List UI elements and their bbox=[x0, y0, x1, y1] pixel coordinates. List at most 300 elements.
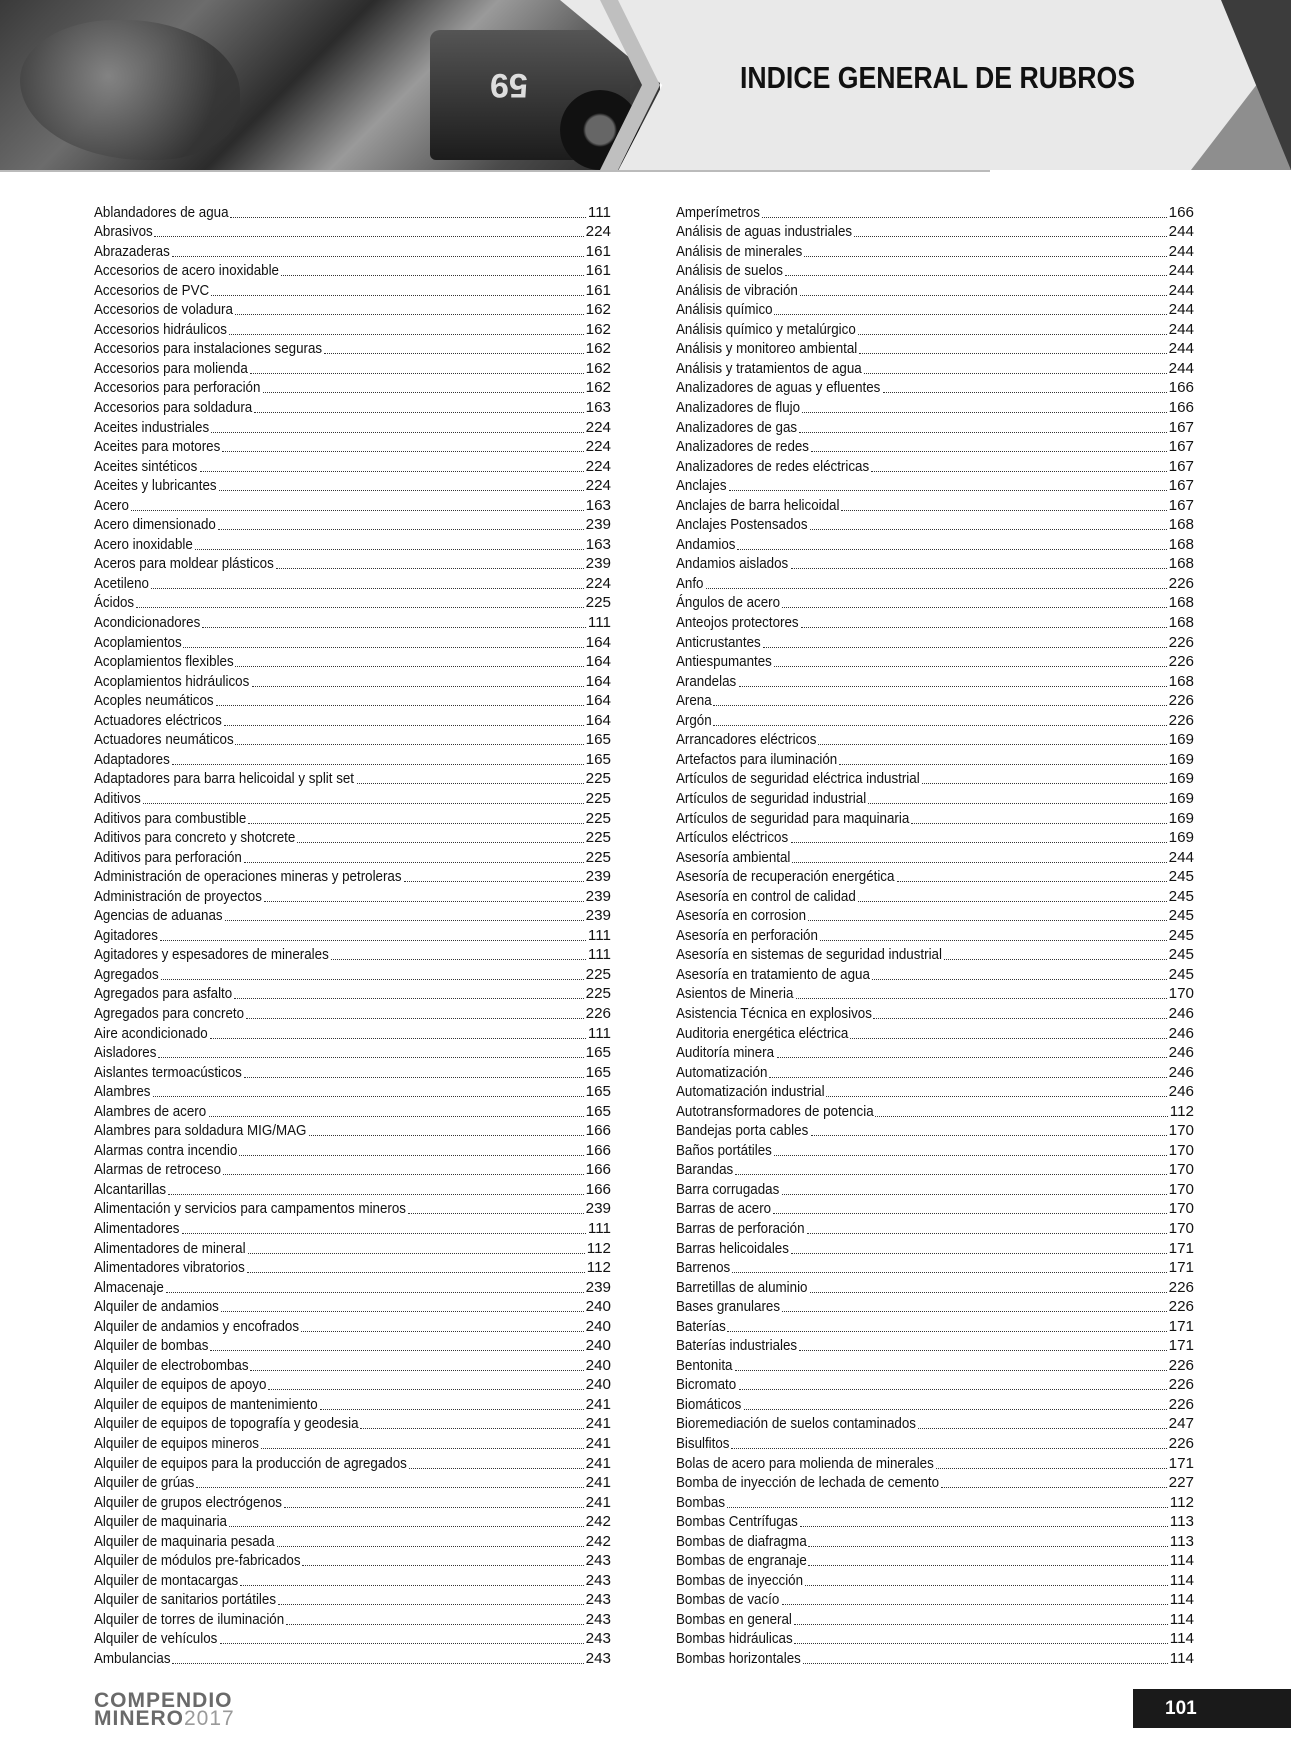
entry-page: 170 bbox=[1168, 1219, 1194, 1237]
entry-name: Análisis de minerales bbox=[676, 242, 803, 260]
index-entry bbox=[676, 886, 1194, 906]
entry-name: Asientos de Mineria bbox=[676, 985, 794, 1003]
entry-page: 163 bbox=[585, 399, 611, 417]
index-entry bbox=[676, 984, 1194, 1004]
entry-name: Almacenaje bbox=[94, 1278, 164, 1296]
index-entry bbox=[676, 906, 1194, 926]
index-entry bbox=[676, 1179, 1194, 1199]
dot-leader bbox=[729, 490, 1167, 491]
entry-name: Anclajes bbox=[676, 477, 727, 495]
entry-name: Alquiler de maquinaria pesada bbox=[94, 1532, 275, 1550]
dot-leader bbox=[210, 1350, 583, 1351]
entry-page: 226 bbox=[1168, 633, 1194, 651]
truck-number: 59 bbox=[490, 66, 528, 104]
entry-page: 164 bbox=[585, 692, 611, 710]
dot-leader bbox=[744, 1409, 1167, 1410]
dot-leader bbox=[250, 373, 584, 374]
entry-name: Artículos de seguridad para maquinaria bbox=[676, 809, 910, 827]
index-entry bbox=[676, 652, 1194, 672]
dot-leader bbox=[131, 510, 584, 511]
index-entry bbox=[94, 319, 611, 339]
index-entry bbox=[676, 1101, 1194, 1121]
index-entry bbox=[94, 1316, 611, 1336]
dot-leader bbox=[244, 1077, 584, 1078]
dot-leader bbox=[841, 510, 1166, 511]
entry-name: Agregados bbox=[94, 965, 159, 983]
entry-page: 224 bbox=[585, 418, 611, 436]
index-entry bbox=[94, 456, 611, 476]
index-entry bbox=[94, 554, 611, 574]
entry-page: 241 bbox=[585, 1454, 611, 1472]
dot-leader bbox=[404, 881, 584, 882]
entry-page: 243 bbox=[585, 1610, 611, 1628]
entry-page: 168 bbox=[1168, 594, 1194, 612]
entry-page: 240 bbox=[585, 1298, 611, 1316]
entry-name: Arena bbox=[676, 692, 712, 710]
entry-page: 244 bbox=[1168, 223, 1194, 241]
entry-name: Bombas de diafragma bbox=[676, 1532, 807, 1550]
entry-page: 226 bbox=[1168, 711, 1194, 729]
entry-page: 112 bbox=[1169, 1493, 1194, 1511]
index-entry bbox=[94, 358, 611, 378]
index-entry bbox=[676, 261, 1194, 281]
index-entry bbox=[676, 925, 1194, 945]
entry-name: Análisis y tratamientos de agua bbox=[676, 359, 862, 377]
index-entry bbox=[676, 1355, 1194, 1375]
dot-leader bbox=[782, 1604, 1168, 1605]
entry-name: Alquiler de maquinaria bbox=[94, 1513, 227, 1531]
index-entry bbox=[94, 1297, 611, 1317]
entry-name: Aceites sintéticos bbox=[94, 457, 198, 475]
dot-leader bbox=[803, 1663, 1168, 1664]
entry-page: 168 bbox=[1168, 555, 1194, 573]
entry-name: Alarmas contra incendio bbox=[94, 1141, 238, 1159]
dot-leader bbox=[811, 1135, 1167, 1136]
dot-leader bbox=[229, 1526, 584, 1527]
dot-leader bbox=[229, 334, 584, 335]
entry-page: 161 bbox=[585, 242, 611, 260]
entry-page: 164 bbox=[585, 711, 611, 729]
entry-page: 246 bbox=[1168, 1004, 1194, 1022]
dot-leader bbox=[324, 353, 583, 354]
entry-name: Adaptadores para barra helicoidal y split set bbox=[94, 770, 355, 788]
dot-leader bbox=[801, 627, 1167, 628]
entry-name: Barra corrugadas bbox=[676, 1180, 780, 1198]
index-entry bbox=[676, 1023, 1194, 1043]
entry-name: Alquiler de grúas bbox=[94, 1474, 195, 1492]
entry-name: Anclajes Postensados bbox=[676, 516, 808, 534]
entry-page: 171 bbox=[1168, 1337, 1194, 1355]
index-entry bbox=[676, 945, 1194, 965]
dot-leader bbox=[859, 353, 1166, 354]
dot-leader bbox=[737, 549, 1167, 550]
entry-name: Asesoría ambiental bbox=[676, 848, 791, 866]
entry-name: Bolas de acero para molienda de minerales bbox=[676, 1454, 934, 1472]
entry-name: Acoplamientos flexibles bbox=[94, 653, 234, 671]
entry-page: 165 bbox=[585, 1083, 611, 1101]
index-entry bbox=[676, 222, 1194, 242]
index-column-right bbox=[676, 202, 1194, 1668]
index-entry bbox=[94, 339, 611, 359]
index-entry bbox=[94, 828, 611, 848]
index-entry bbox=[676, 358, 1194, 378]
dot-leader bbox=[240, 1585, 584, 1586]
dot-leader bbox=[209, 1116, 584, 1117]
entry-name: Anfo bbox=[676, 574, 704, 592]
entry-name: Alambres para soldadura MIG/MAG bbox=[94, 1122, 307, 1140]
index-entry bbox=[676, 710, 1194, 730]
dot-leader bbox=[811, 451, 1167, 452]
dot-leader bbox=[883, 392, 1167, 393]
entry-page: 244 bbox=[1168, 281, 1194, 299]
entry-name: Barras de acero bbox=[676, 1200, 772, 1218]
entry-page: 227 bbox=[1168, 1474, 1194, 1492]
entry-page: 169 bbox=[1168, 750, 1194, 768]
index-entry bbox=[676, 1609, 1194, 1629]
entry-name: Accesorios de PVC bbox=[94, 281, 210, 299]
entry-page: 164 bbox=[585, 672, 611, 690]
logo-year: 2017 bbox=[184, 1707, 235, 1730]
index-entry bbox=[94, 847, 611, 867]
entry-name: Bombas de inyección bbox=[676, 1571, 804, 1589]
entry-page: 247 bbox=[1168, 1415, 1194, 1433]
entry-page: 224 bbox=[585, 457, 611, 475]
entry-page: 226 bbox=[1168, 1376, 1194, 1394]
index-entry bbox=[94, 964, 611, 984]
entry-page: 161 bbox=[585, 262, 611, 280]
dot-leader bbox=[805, 1585, 1167, 1586]
entry-name: Amperímetros bbox=[676, 203, 760, 221]
entry-name: Alquiler de bombas bbox=[94, 1337, 209, 1355]
entry-name: Artículos de seguridad industrial bbox=[676, 789, 867, 807]
entry-name: Arandelas bbox=[676, 672, 737, 690]
entry-page: 244 bbox=[1168, 320, 1194, 338]
index-entry bbox=[676, 1160, 1194, 1180]
entry-name: Accesorios hidráulicos bbox=[94, 320, 227, 338]
entry-page: 111 bbox=[587, 926, 611, 944]
entry-name: Asesoría en sistemas de seguridad industrial bbox=[676, 946, 942, 964]
index-entry bbox=[676, 241, 1194, 261]
entry-name: Alquiler de electrobombas bbox=[94, 1356, 249, 1374]
index-entry bbox=[94, 1336, 611, 1356]
entry-name: Alambres de acero bbox=[94, 1102, 207, 1120]
dot-leader bbox=[774, 314, 1166, 315]
dot-leader bbox=[799, 432, 1167, 433]
entry-page: 171 bbox=[1168, 1239, 1194, 1257]
dot-leader bbox=[276, 568, 584, 569]
entry-name: Agregados para asfalto bbox=[94, 985, 233, 1003]
entry-page: 111 bbox=[587, 203, 611, 221]
dot-leader bbox=[858, 901, 1167, 902]
entry-page: 166 bbox=[585, 1180, 611, 1198]
index-entry bbox=[94, 1218, 611, 1238]
index-entry bbox=[676, 1121, 1194, 1141]
index-entry bbox=[676, 1492, 1194, 1512]
entry-name: Acoplamientos hidráulicos bbox=[94, 672, 250, 690]
entry-name: Anclajes de barra helicoidal bbox=[676, 496, 840, 514]
dot-leader bbox=[320, 1409, 584, 1410]
compendio-minero-logo bbox=[94, 1689, 235, 1730]
entry-name: Administración de proyectos bbox=[94, 887, 262, 905]
index-entry bbox=[676, 378, 1194, 398]
dot-leader bbox=[794, 1643, 1168, 1644]
dot-leader bbox=[182, 1233, 586, 1234]
entry-page: 224 bbox=[585, 438, 611, 456]
index-entry bbox=[94, 417, 611, 437]
index-entry bbox=[94, 241, 611, 261]
dot-leader bbox=[774, 666, 1167, 667]
index-entry bbox=[94, 1101, 611, 1121]
entry-page: 226 bbox=[1168, 653, 1194, 671]
dot-leader bbox=[211, 295, 584, 296]
index-entry bbox=[676, 1629, 1194, 1649]
entry-page: 165 bbox=[585, 1063, 611, 1081]
index-entry bbox=[94, 1433, 611, 1453]
index-entry bbox=[676, 437, 1194, 457]
dot-leader bbox=[202, 627, 586, 628]
entry-page: 169 bbox=[1168, 829, 1194, 847]
entry-page: 225 bbox=[585, 789, 611, 807]
dot-leader bbox=[161, 979, 584, 980]
entry-name: Arrancadores eléctricos bbox=[676, 731, 817, 749]
index-entry bbox=[676, 964, 1194, 984]
entry-page: 226 bbox=[1168, 692, 1194, 710]
dot-leader bbox=[211, 432, 584, 433]
entry-name: Aditivos bbox=[94, 789, 141, 807]
index-entry bbox=[676, 1551, 1194, 1571]
entry-name: Bombas horizontales bbox=[676, 1650, 801, 1668]
entry-page: 240 bbox=[585, 1356, 611, 1374]
entry-page: 170 bbox=[1168, 1141, 1194, 1159]
entry-name: Andamios aislados bbox=[676, 555, 789, 573]
entry-name: Alquiler de equipos mineros bbox=[94, 1435, 259, 1452]
index-entry bbox=[676, 339, 1194, 359]
index-entry bbox=[676, 1258, 1194, 1278]
entry-page: 242 bbox=[585, 1532, 611, 1550]
dot-leader bbox=[222, 451, 584, 452]
dot-leader bbox=[773, 1213, 1166, 1214]
entry-page: 226 bbox=[1168, 1435, 1194, 1452]
entry-name: Automatización bbox=[676, 1063, 768, 1081]
dot-leader bbox=[731, 1448, 1166, 1449]
dot-leader bbox=[252, 686, 584, 687]
entry-name: Alimentadores de mineral bbox=[94, 1239, 246, 1257]
entry-name: Ácidos bbox=[94, 594, 135, 612]
entry-page: 162 bbox=[585, 320, 611, 338]
index-entry bbox=[94, 534, 611, 554]
dot-leader bbox=[239, 1155, 583, 1156]
dot-leader bbox=[739, 1389, 1167, 1390]
entry-page: 225 bbox=[585, 770, 611, 788]
dot-leader bbox=[268, 1389, 583, 1390]
entry-page: 169 bbox=[1168, 809, 1194, 827]
dot-leader bbox=[360, 1428, 584, 1429]
entry-name: Actuadores neumáticos bbox=[94, 731, 234, 749]
index-entry bbox=[676, 1570, 1194, 1590]
index-entry bbox=[94, 1043, 611, 1063]
dot-leader bbox=[808, 1565, 1167, 1566]
entry-name: Analizadores de redes eléctricas bbox=[676, 457, 870, 475]
entry-name: Alquiler de equipos de mantenimiento bbox=[94, 1395, 318, 1413]
entry-name: Aislantes termoacústicos bbox=[94, 1063, 242, 1081]
index-entry bbox=[676, 612, 1194, 632]
entry-name: Acondicionadores bbox=[94, 614, 201, 632]
index-entry bbox=[94, 984, 611, 1004]
entry-page: 241 bbox=[585, 1474, 611, 1492]
index-entry bbox=[676, 534, 1194, 554]
dot-leader bbox=[763, 647, 1167, 648]
entry-page: 245 bbox=[1168, 868, 1194, 886]
index-entry bbox=[676, 847, 1194, 867]
entry-name: Acero dimensionado bbox=[94, 516, 216, 534]
entry-name: Asesoría en corrosion bbox=[676, 907, 807, 925]
dot-leader bbox=[244, 862, 584, 863]
entry-name: Ángulos de acero bbox=[676, 594, 781, 612]
index-entry bbox=[676, 749, 1194, 769]
dot-leader bbox=[281, 275, 583, 276]
entry-name: Actuadores eléctricos bbox=[94, 711, 222, 729]
entry-page: 244 bbox=[1168, 262, 1194, 280]
entry-name: Análisis de suelos bbox=[676, 262, 783, 280]
entry-name: Alquiler de equipos de topografía y geodesia bbox=[94, 1415, 359, 1433]
index-entry bbox=[676, 1648, 1194, 1668]
entry-name: Anteojos protectores bbox=[676, 614, 799, 632]
entry-page: 163 bbox=[585, 496, 611, 514]
logo-line1: COMPENDIO bbox=[94, 1689, 233, 1712]
entry-page: 166 bbox=[585, 1161, 611, 1179]
entry-name: Acoplamientos bbox=[94, 633, 182, 651]
entry-name: Artefactos para iluminación bbox=[676, 750, 838, 768]
entry-page: 244 bbox=[1168, 340, 1194, 358]
entry-name: Asesoría en tratamiento de agua bbox=[676, 965, 870, 983]
entry-page: 165 bbox=[585, 731, 611, 749]
entry-name: Alarmas de retroceso bbox=[94, 1161, 222, 1179]
entry-page: 112 bbox=[586, 1239, 611, 1257]
entry-name: Análisis de aguas industriales bbox=[676, 223, 853, 241]
dot-leader bbox=[235, 666, 583, 667]
entry-name: Análisis químico bbox=[676, 301, 773, 319]
dot-leader bbox=[791, 1253, 1166, 1254]
entry-page: 114 bbox=[1169, 1650, 1194, 1668]
dot-leader bbox=[246, 1018, 584, 1019]
dot-leader bbox=[800, 1526, 1167, 1527]
dot-leader bbox=[277, 1546, 584, 1547]
entry-name: Bandejas porta cables bbox=[676, 1122, 809, 1140]
dot-leader bbox=[409, 1468, 583, 1469]
dot-leader bbox=[196, 1487, 583, 1488]
entry-page: 114 bbox=[1169, 1630, 1194, 1648]
index-entry bbox=[676, 515, 1194, 535]
dot-leader bbox=[871, 471, 1167, 472]
entry-page: 244 bbox=[1168, 242, 1194, 260]
entry-page: 171 bbox=[1168, 1454, 1194, 1472]
entry-name: Acero inoxidable bbox=[94, 535, 193, 553]
dot-leader bbox=[735, 1174, 1166, 1175]
entry-page: 113 bbox=[1169, 1513, 1194, 1531]
entry-name: Bombas hidráulicas bbox=[676, 1630, 793, 1648]
dot-leader bbox=[810, 529, 1167, 530]
entry-name: Bases granulares bbox=[676, 1298, 781, 1316]
entry-name: Autotransformadores de potencia bbox=[676, 1102, 874, 1120]
index-entry bbox=[94, 1179, 611, 1199]
entry-page: 224 bbox=[585, 477, 611, 495]
entry-name: Artículos de seguridad eléctrica industrial bbox=[676, 770, 920, 788]
index-entry bbox=[676, 417, 1194, 437]
entry-name: Barras helicoidales bbox=[676, 1239, 789, 1257]
index-entry bbox=[94, 906, 611, 926]
entry-page: 225 bbox=[585, 848, 611, 866]
entry-page: 164 bbox=[585, 633, 611, 651]
dot-leader bbox=[897, 881, 1167, 882]
entry-name: Baterías industriales bbox=[676, 1337, 798, 1355]
index-entry bbox=[94, 1473, 611, 1493]
dot-leader bbox=[713, 705, 1166, 706]
dot-leader bbox=[331, 959, 586, 960]
dot-leader bbox=[235, 744, 583, 745]
index-entry bbox=[676, 573, 1194, 593]
dot-leader bbox=[791, 568, 1167, 569]
entry-page: 224 bbox=[585, 574, 611, 592]
entry-page: 239 bbox=[585, 887, 611, 905]
entry-page: 167 bbox=[1168, 457, 1194, 475]
index-entry bbox=[676, 1394, 1194, 1414]
header-banner bbox=[0, 0, 1291, 172]
index-entry bbox=[676, 280, 1194, 300]
entry-name: Alquiler de módulos pre-fabricados bbox=[94, 1552, 301, 1570]
dot-leader bbox=[172, 1663, 583, 1664]
entry-page: 111 bbox=[587, 1024, 611, 1042]
entry-page: 114 bbox=[1169, 1552, 1194, 1570]
index-entry bbox=[676, 456, 1194, 476]
index-entry bbox=[94, 1648, 611, 1668]
index-entry bbox=[94, 769, 611, 789]
entry-page: 170 bbox=[1168, 1122, 1194, 1140]
dot-leader bbox=[794, 1624, 1168, 1625]
index-entry bbox=[94, 202, 611, 222]
entry-page: 169 bbox=[1168, 731, 1194, 749]
entry-name: Barras de perforación bbox=[676, 1219, 805, 1237]
dot-leader bbox=[357, 783, 584, 784]
entry-name: Baños portátiles bbox=[676, 1141, 772, 1159]
entry-name: Biomáticos bbox=[676, 1395, 742, 1413]
entry-name: Acetileno bbox=[94, 574, 149, 592]
entry-name: Bombas en general bbox=[676, 1610, 792, 1628]
index-entry bbox=[676, 300, 1194, 320]
index-entry bbox=[676, 730, 1194, 750]
entry-page: 166 bbox=[1168, 399, 1194, 417]
entry-page: 239 bbox=[585, 1200, 611, 1218]
entry-page: 111 bbox=[587, 1219, 611, 1237]
index-entry bbox=[94, 1355, 611, 1375]
index-entry bbox=[94, 437, 611, 457]
index-entry bbox=[94, 1375, 611, 1395]
dot-leader bbox=[713, 725, 1166, 726]
entry-page: 162 bbox=[585, 379, 611, 397]
entry-page: 166 bbox=[1168, 379, 1194, 397]
dot-leader bbox=[151, 588, 583, 589]
index-entry bbox=[676, 1218, 1194, 1238]
dot-leader bbox=[250, 1370, 584, 1371]
index-entry bbox=[676, 554, 1194, 574]
dot-leader bbox=[820, 940, 1167, 941]
entry-name: Análisis y monitoreo ambiental bbox=[676, 340, 858, 358]
index-entry bbox=[94, 1277, 611, 1297]
index-entry bbox=[94, 945, 611, 965]
dot-leader bbox=[278, 1604, 584, 1605]
entry-name: Análisis de vibración bbox=[676, 281, 798, 299]
index-entry bbox=[94, 1512, 611, 1532]
entry-name: Alquiler de torres de iluminación bbox=[94, 1610, 285, 1628]
